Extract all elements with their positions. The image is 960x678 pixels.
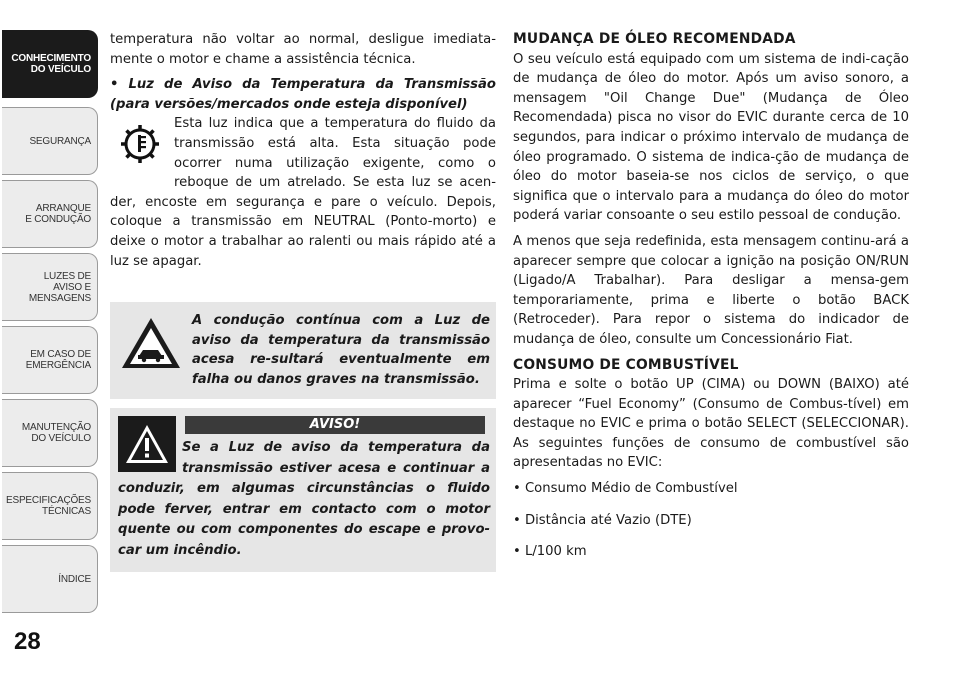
warning-box <box>110 408 496 572</box>
list-item: • L/100 km <box>513 544 587 560</box>
caution-text: A condução contínua com a Luz de aviso da temperatura da transmissão acesa re-sultará eventualmente em falha ou danos graves na transmissão. <box>192 313 490 387</box>
warning-title: AVISO! <box>185 416 485 434</box>
tab-label: LUZES DE AVISO E MENSAGENS <box>28 270 91 304</box>
left-column <box>110 30 496 271</box>
tab-manutencao[interactable] <box>2 399 98 467</box>
tab-label: ESPECIFICAÇÕES TÉCNICAS <box>6 495 91 517</box>
tab-label: SEGURANÇA <box>29 135 91 147</box>
tab-label: EM CASO DE EMERGÊNCIA <box>25 349 91 371</box>
tab-especificacoes-tecnicas[interactable] <box>2 472 98 540</box>
transmission-temperature-icon <box>110 114 170 174</box>
paragraph: A menos que seja redefinida, esta mensagem continu-ará a aparecer sempre que colocar a ignição na posição ON/RUN (Ligado/A Trabalhar). Para desligar a mensa-gem temporariamente, prima e liberte o botão BACK (Retroceder). Para repor o sistema do indicador de mudança de óleo, consulte um Concessionário Fiat. <box>513 233 909 347</box>
paragraph: temperatura não voltar ao normal, desligue imediata-mente o motor e chame a assistência técnica. <box>110 32 496 67</box>
page-number: 28 <box>14 628 41 655</box>
list-item: • Consumo Médio de Combustível <box>513 481 738 497</box>
tab-seguranca[interactable] <box>2 107 98 175</box>
bullet-list <box>513 479 909 562</box>
warning-text: Se a Luz de aviso da temperatura da transmissão estiver acesa e continuar a conduzir, em algumas circunstâncias o fluido pode ferver, entrar em contacto com o motor quente ou com componentes do escape e provo-car um incêndio. <box>118 440 490 558</box>
tab-indice[interactable] <box>2 545 98 613</box>
bullet-heading: • Luz de Aviso da Temperatura da Transmissão (para versões/mercados onde esteja disponível) <box>110 77 496 112</box>
caution-triangle-icon <box>118 311 184 375</box>
paragraph: Prima e solte o botão UP (CIMA) ou DOWN (BAIXO) até aparecer “Fuel Economy” (Consumo de Combus-tível) em destaque no EVIC e prima o botão SELECT (SELECCIONAR). As seguintes funções de consumo de combustível são apresentadas no EVIC: <box>513 377 909 471</box>
paragraph: O seu veículo está equipado com um sistema de indi-cação de mudança de óleo do motor. Após um aviso sonoro, a mensagem "Oil Change Due" (Mudança de Óleo Recomendada) pisca no visor do EVIC durante cerca de 10 segundos, para indicar o próximo intervalo de mudança de óleo programado. O sistema de indica-ção de mudança de óleo do motor baseia-se nos ciclos de serviço, o que significa que o intervalo para a mudança do óleo do motor poderá variar consoante o seu estilo pessoal de condução. <box>513 51 909 224</box>
icon-paragraph <box>110 114 496 271</box>
paragraph: Esta luz indica que a temperatura do fluido da transmissão está alta. Esta situação pode ocorrer numa utilização exigente, como o reboque de um atrelado. Se esta luz se acen-der, encoste em segurança e pare o veículo. Depois, coloque a transmissão em NEUTRAL (Ponto-morto) e deixe o motor a trabalhar ao ralenti ou mais rápido até a luz se apagar. <box>110 116 496 269</box>
tab-label: ÍNDICE <box>58 573 91 585</box>
section-heading: CONSUMO DE COMBUSTÍVEL <box>513 356 739 373</box>
tab-em-caso-de-emergencia[interactable] <box>2 326 98 394</box>
caution-container <box>118 311 490 389</box>
tab-label: ARRANQUE E CONDUÇÃO <box>25 203 91 225</box>
section-heading: MUDANÇA DE ÓLEO RECOMENDADA <box>513 31 796 47</box>
tab-luzes-de-aviso[interactable] <box>2 253 98 321</box>
right-column <box>513 30 909 574</box>
tab-conhecimento-do-veiculo[interactable] <box>2 30 98 98</box>
chapter-tabs <box>0 0 102 640</box>
tab-label: CONHECIMENTO DO VEÍCULO <box>11 53 91 75</box>
tab-arranque-conducao[interactable] <box>2 180 98 248</box>
list-item: • Distância até Vazio (DTE) <box>513 512 692 528</box>
tab-label: MANUTENÇÃO DO VEÍCULO <box>21 422 91 444</box>
warning-triangle-icon <box>118 416 176 472</box>
caution-box <box>110 302 496 399</box>
